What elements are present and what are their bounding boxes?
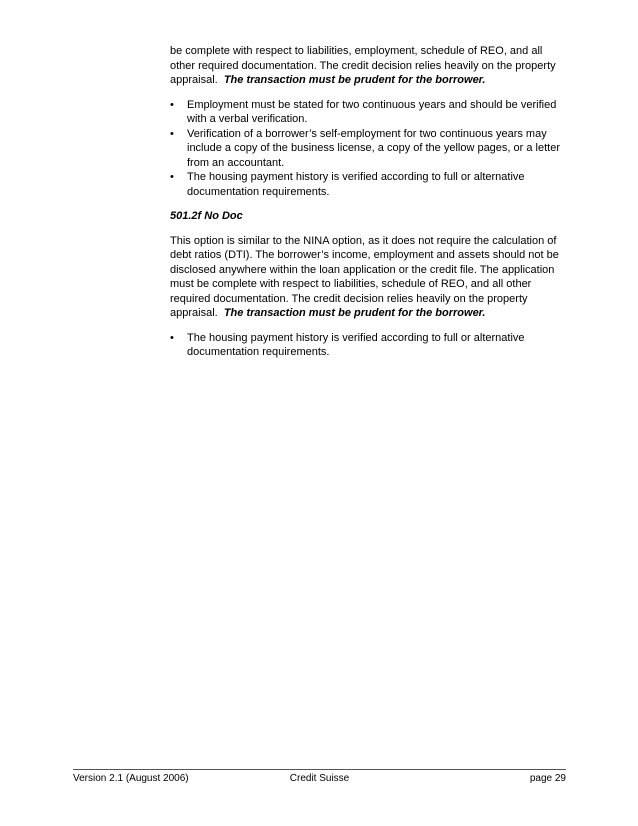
footer-company: Credit Suisse (289, 773, 350, 784)
paragraph-continuation (170, 44, 570, 88)
paragraph-no-doc (170, 234, 570, 321)
paragraph-emphasis: The transaction must be prudent for the borrower. (223, 74, 486, 86)
bullet-item-housing-history: • The housing payment history is verified according to full or alternative documentation requirements. (170, 170, 570, 199)
footer-version: Version 2.1 (August 2006) (73, 773, 189, 784)
section-heading: 501.2f No Doc (170, 210, 243, 222)
bullet-list (170, 98, 570, 200)
bullet-list (170, 331, 570, 360)
paragraph-text: This option is similar to the NINA option, as it does not require the calculation of debt ratios (DTI). The borrower’s income, employment and assets should not be disclosed anywhere within the loan application or the credit file. The application must be complete with respect to liabilities, schedule of REO, and all other required documentation. The credit decision relies heavily on the property appraisal. (170, 234, 559, 319)
bullet-item-housing-history: • The housing payment history is verified according to full or alternative documentation requirements. (170, 331, 570, 360)
paragraph-emphasis: The transaction must be prudent for the borrower. (223, 307, 486, 319)
footer-divider (73, 769, 566, 770)
paragraph-text: be complete with respect to liabilities, employment, schedule of REO, and all other required documentation. The credit decision relies heavily on the property appraisal. (170, 45, 556, 86)
bullet-item-employment: • Employment must be stated for two continuous years and should be verified with a verbal verification. (170, 98, 570, 127)
document-body (170, 44, 570, 370)
bullet-item-self-employment: • Verification of a borrower’s self-employment for two continuous years may include a copy of the business license, a copy of the yellow pages, or a letter from an accountant. (170, 127, 570, 171)
footer-page-number: page 29 (529, 773, 566, 784)
